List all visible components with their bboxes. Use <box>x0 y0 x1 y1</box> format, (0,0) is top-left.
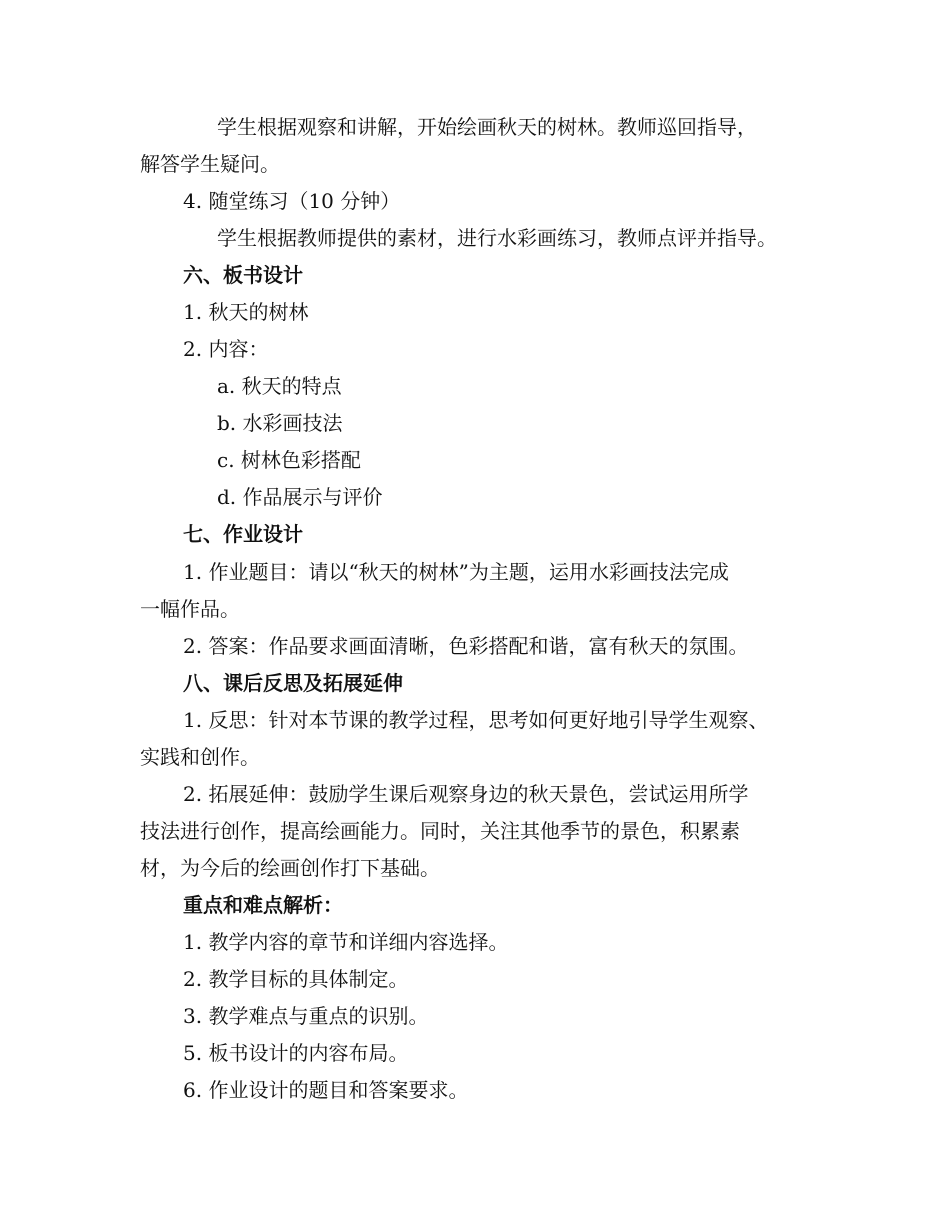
list-item: 2. 教学目标的具体制定。 <box>183 967 409 991</box>
list-item: 5. 板书设计的内容布局。 <box>183 1041 409 1065</box>
paragraph-line: 材，为今后的绘画创作打下基础。 <box>140 856 440 880</box>
list-item: 2. 内容： <box>183 337 269 361</box>
paragraph-line: 学生根据观察和讲解，开始绘画秋天的树林。教师巡回指导， <box>217 115 757 139</box>
paragraph-line: 一幅作品。 <box>140 597 240 621</box>
sub-list-item: c. 树林色彩搭配 <box>217 448 361 472</box>
sub-list-item: d. 作品展示与评价 <box>217 485 383 509</box>
paragraph-line: 学生根据教师提供的素材，进行水彩画练习，教师点评并指导。 <box>217 226 777 250</box>
section-heading: 八、课后反思及拓展延伸 <box>183 671 403 695</box>
section-heading: 六、板书设计 <box>183 263 303 287</box>
list-item: 6. 作业设计的题目和答案要求。 <box>183 1078 469 1102</box>
paragraph-line: 解答学生疑问。 <box>140 152 280 176</box>
list-item: 1. 反思：针对本节课的教学过程，思考如何更好地引导学生观察、 <box>183 708 769 732</box>
list-item: 2. 拓展延伸：鼓励学生课后观察身边的秋天景色，尝试运用所学 <box>183 782 749 806</box>
section-heading: 重点和难点解析： <box>183 893 343 917</box>
paragraph-line: 技法进行创作，提高绘画能力。同时，关注其他季节的景色，积累素 <box>140 819 740 843</box>
list-item: 3. 教学难点与重点的识别。 <box>183 1004 429 1028</box>
list-item: 4. 随堂练习（10 分钟） <box>183 189 401 213</box>
paragraph-line: 实践和创作。 <box>140 745 260 769</box>
sub-list-item: a. 秋天的特点 <box>217 374 342 398</box>
section-heading: 七、作业设计 <box>183 522 303 546</box>
list-item: 1. 作业题目：请以“秋天的树林”为主题，运用水彩画技法完成 <box>183 560 729 584</box>
sub-list-item: b. 水彩画技法 <box>217 411 343 435</box>
list-item: 2. 答案：作品要求画面清晰，色彩搭配和谐，富有秋天的氛围。 <box>183 634 749 658</box>
list-item: 1. 秋天的树林 <box>183 300 309 324</box>
list-item: 1. 教学内容的章节和详细内容选择。 <box>183 930 509 954</box>
